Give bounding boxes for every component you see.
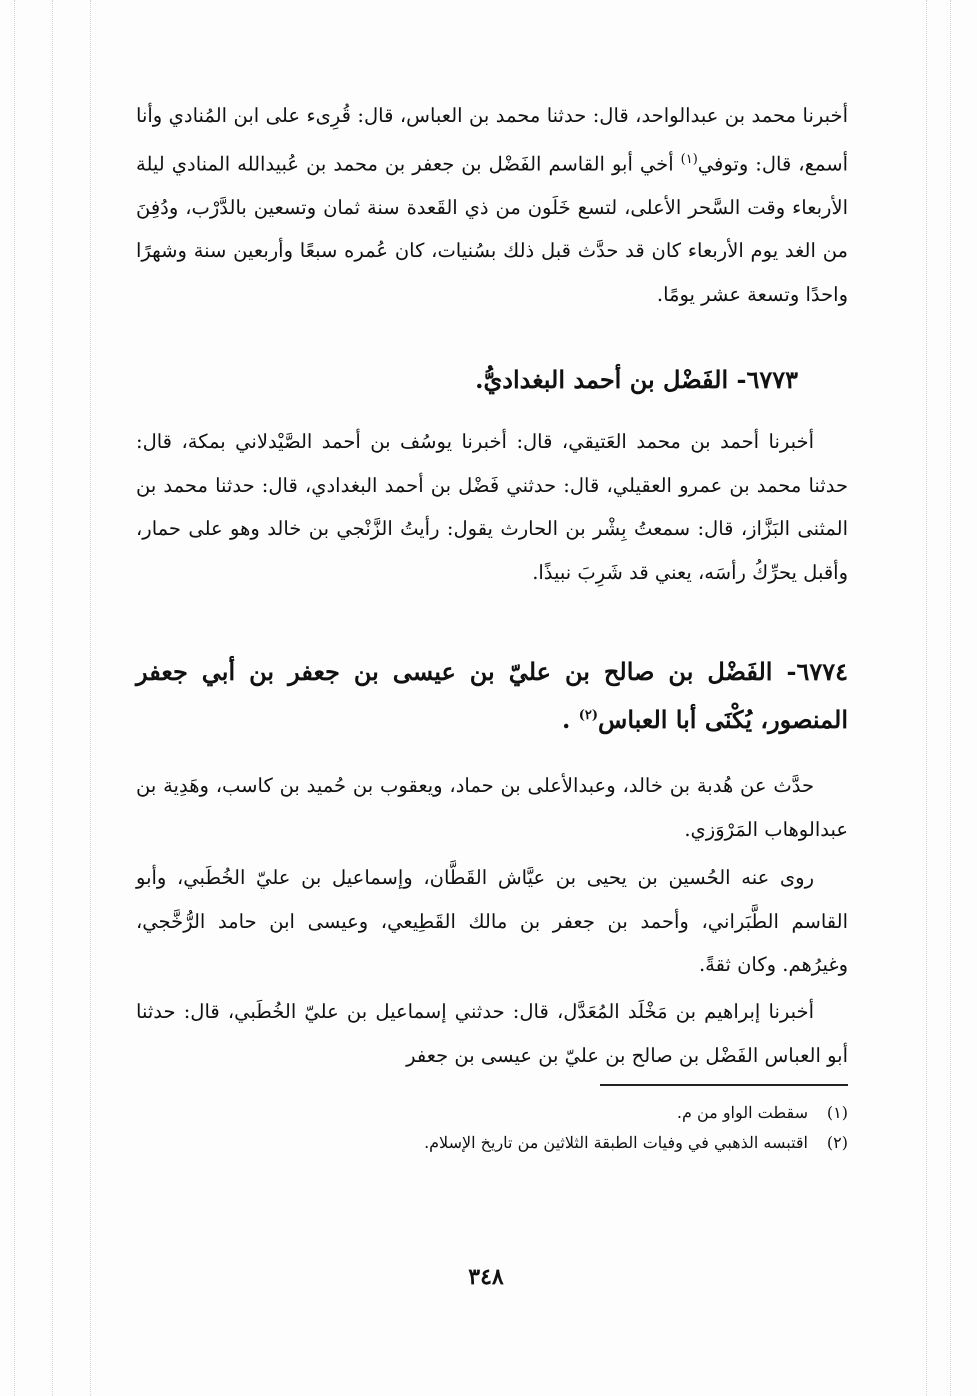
footnote-1 (136, 1098, 848, 1128)
paragraph-1-rest: أخي أبو القاسم الفَضْل بن جعفر بن محمد بن عُبيدالله المنادي ليلة الأربعاء وقت السَّحر الأعلى، لتسع خَلَون من ذي القَعدة سنة ثمان وتسعين بالدَّرْب، ودُفِنَ من الغد يوم الأربعاء كان قد حدَّث قبل ذلك بسُنيات، كان عُمره سبعًا وأربعين سنة وشهرًا واحدًا وتسعة عشر يومًا. (136, 152, 848, 306)
entry-heading-6773: ٦٧٧٣- الفَضْل بن أحمد البغداديُّ. (475, 365, 798, 394)
footnotes (136, 1098, 848, 1158)
paragraph-block-1 (136, 94, 848, 316)
paragraph-1-start: أخبرنا محمد بن عبدالواحد، قال: حدثنا محمد بن العباس، قال: قُرِىء على ابن المُنادي وأنا أسمع، قال: وتوفي (136, 104, 848, 175)
entry-heading-6774 (136, 650, 848, 742)
footnote-ref-1: (١) (680, 151, 698, 167)
paragraph-3: حدَّث عن هُدبة بن خالد، وعبدالأعلى بن حماد، ويعقوب بن حُميد بن كاسب، وهَدِية بن عبدالوهاب المَرْوَزي. (136, 774, 848, 841)
footnote-divider (600, 1084, 848, 1086)
scan-edge-mark (926, 0, 927, 1396)
footnote-1-mark: (١) (826, 1103, 848, 1122)
entry-heading-6774-text: ٦٧٧٤- الفَضْل بن صالح بن عليّ بن عيسى بن جعفر بن أبي جعفر المنصور، يُكْنَى أبا العباس (136, 657, 848, 734)
page-number: ٣٤٨ (468, 1264, 504, 1290)
scan-edge-mark (52, 0, 53, 1396)
footnote-ref-2: (٢) (578, 708, 599, 723)
scan-edge-mark (90, 0, 91, 1396)
footnote-2-text: اقتبسه الذهبي في وفيات الطبقة الثلاثين من تاريخ الإسلام. (424, 1133, 808, 1152)
paragraph-block-3 (136, 764, 848, 851)
scan-edge-mark (14, 0, 15, 1396)
scan-edge-mark (950, 0, 951, 1396)
paragraph-4: روى عنه الحُسين بن يحيى بن عيَّاش القَطَّان، وإسماعيل بن عليّ الخُطَبي، وأبو القاسم الطَّبَراني، وأحمد بن جعفر بن مالك القَطِيعي، وعيسى ابن حامد الرُّخَّجي، وغيرُهم. وكان ثقةً. (136, 866, 848, 976)
paragraph-block-4 (136, 856, 848, 987)
footnote-2-mark: (٢) (826, 1133, 848, 1152)
paragraph-5: أخبرنا إبراهيم بن مَخْلَد المُعَدَّل، قال: حدثني إسماعيل بن عليّ الخُطَبي، قال: حدثنا أبو العباس الفَضْل بن صالح بن عليّ بن عيسى بن جعفر (136, 1000, 848, 1067)
footnote-1-text: سقطت الواو من م. (676, 1103, 808, 1122)
footnote-2 (136, 1128, 848, 1158)
paragraph-block-5 (136, 990, 848, 1077)
paragraph-block-2 (136, 420, 848, 594)
paragraph-1 (136, 94, 848, 316)
paragraph-2: أخبرنا أحمد بن محمد العَتيقي، قال: أخبرنا يوسُف بن أحمد الصَّيْدلاني بمكة، قال: حدثنا محمد بن عمرو العقيلي، قال: حدثني فَضْل بن أحمد البغدادي، قال: حدثنا محمد بن المثنى البَزَّاز، قال: سمعتُ بِشْر بن الحارث يقول: رأيتُ الزَّنْجي بن خالد وهو على حمار، وأقبل يحرِّكُ رأسَه، يعني قد شَرِبَ نبيذًا. (136, 430, 848, 584)
entry-heading-6774-end: . (562, 705, 571, 734)
